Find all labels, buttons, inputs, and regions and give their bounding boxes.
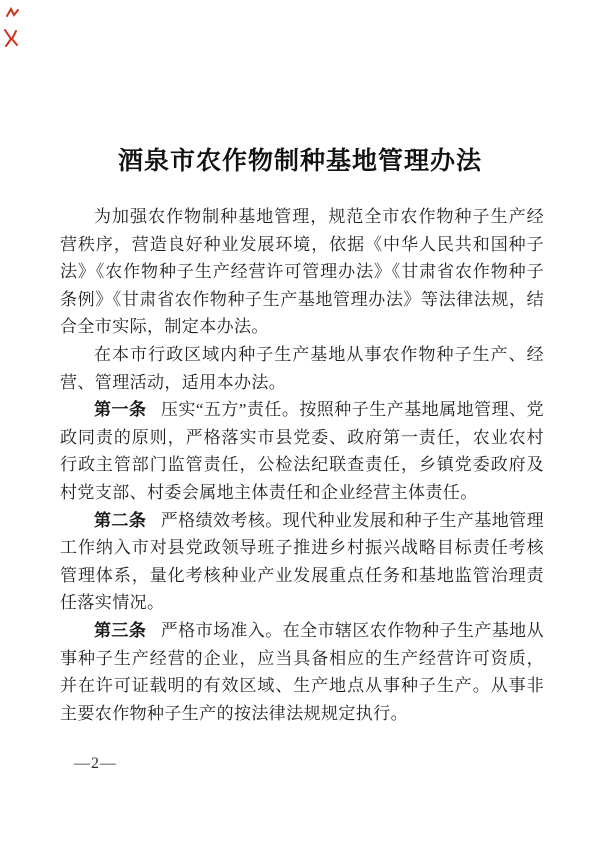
document-body	[60, 203, 544, 727]
article-number: 第二条	[94, 510, 147, 530]
paragraph-scope	[60, 341, 544, 396]
paragraph-article-2	[60, 507, 544, 617]
paragraph-text: 严格绩效考核。现代种业发展和种子生产基地管理工作纳入市对县党政领导班子推进乡村振兴战略目标责任考核管理体系，量化考核种业产业发展重点任务和基地监管治理责任落实情况。	[60, 510, 544, 613]
paragraph-text: 在本市行政区域内种子生产基地从事农作物种子生产、经营、管理活动，适用本办法。	[60, 344, 544, 392]
paragraph-article-1	[60, 396, 544, 506]
paragraph-text: 为加强农作物制种基地管理，规范全市农作物种子生产经营秩序，营造良好种业发展环境，依据《中华人民共和国种子法》《农作物种子生产经营许可管理办法》《甘肃省农作物种子条例》《甘肃省农作物种子生产基地管理办法》等法律法规，结合全市实际，制定本办法。	[60, 207, 544, 337]
paragraph-text: 严格市场准入。在全市辖区农作物种子生产基地从事种子生产经营的企业，应当具备相应的生产经营许可资质，并在许可证载明的有效区域、生产地点从事种子生产。从事非主要农作物种子生产的按法律法规规定执行。	[60, 620, 544, 723]
article-number: 第三条	[94, 620, 147, 640]
page-number: —2—	[74, 755, 117, 772]
paragraph-text: 压实“五方”责任。按照种子生产基地属地管理、党政同责的原则，严格落实市县党委、政府第一责任，农业农村行政主管部门监管责任，公检法纪联查责任，乡镇党委政府及村党支部、村委会属地主体责任和企业经营主体责任。	[60, 400, 544, 502]
paragraph-preamble	[60, 203, 544, 341]
red-ink-artifact-icon	[2, 27, 20, 54]
red-ink-artifact-icon	[5, 6, 21, 27]
article-number: 第一条	[94, 400, 147, 420]
paragraph-article-3	[60, 617, 544, 727]
document-title: 酒泉市农作物制种基地管理办法	[117, 148, 482, 175]
